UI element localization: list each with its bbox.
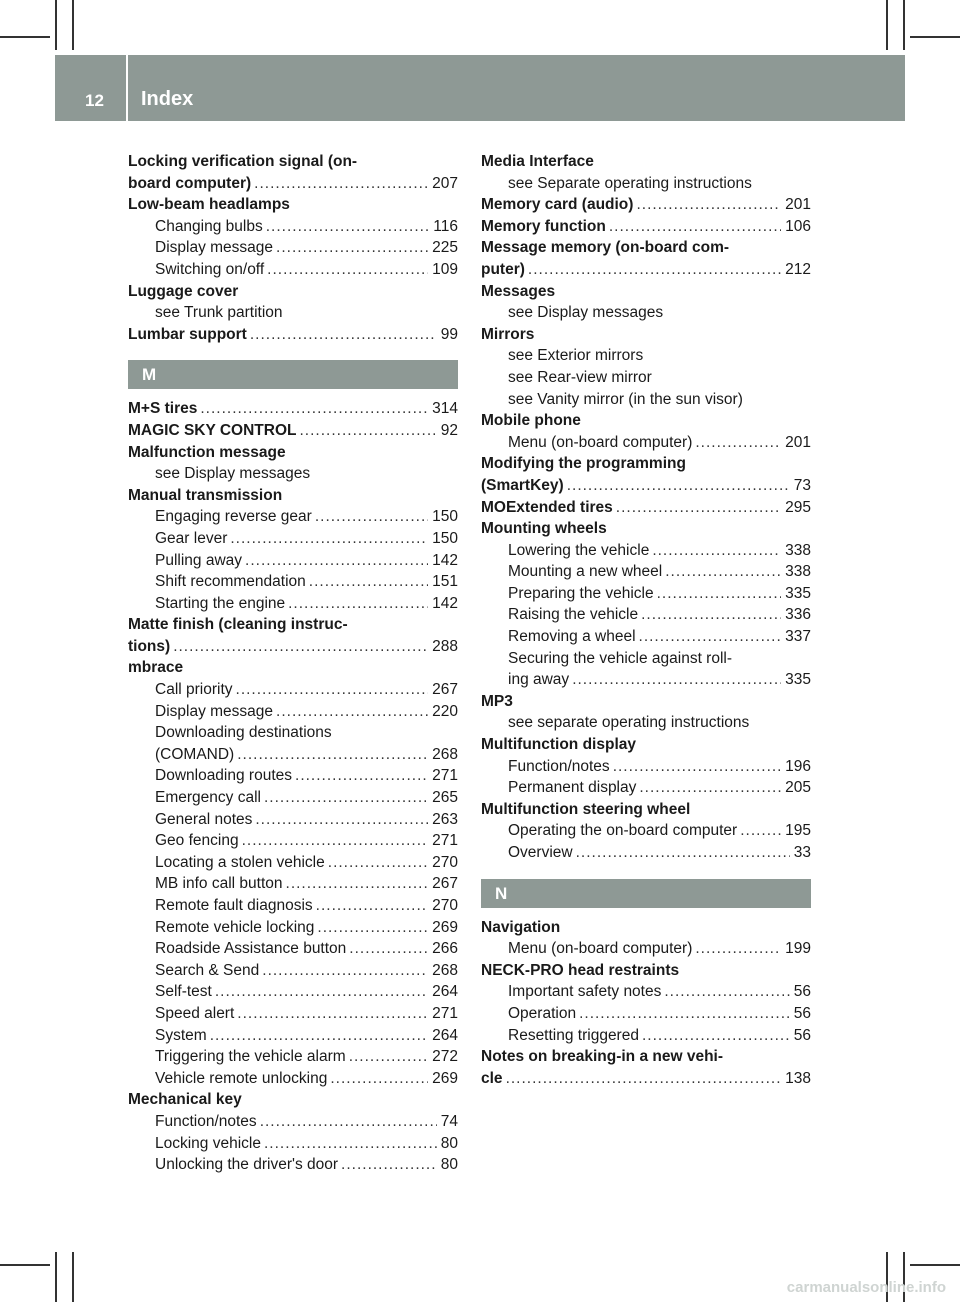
page-ref: 201 [785, 196, 811, 214]
leader-dots [664, 981, 789, 1003]
page-ref: 150 [432, 529, 458, 547]
leader-dots [613, 756, 781, 778]
entry-label: System [155, 1026, 207, 1044]
leader-dots [315, 506, 428, 528]
page-ref: 207 [432, 174, 458, 192]
leader-dots [609, 216, 781, 238]
page-ref: 150 [432, 508, 458, 526]
index-entry: Multifunction steering wheel [481, 800, 691, 818]
leader-dots [276, 237, 428, 259]
entry-label: Pulling away [155, 551, 243, 569]
index-column-right [481, 151, 811, 1089]
index-subentry [481, 561, 811, 583]
index-subentry [481, 820, 811, 842]
entry-label: tions) [128, 637, 171, 655]
page-ref: 199 [785, 940, 811, 958]
page-ref: 80 [440, 1134, 458, 1152]
entry-label: Display message [155, 702, 274, 720]
index-subentry [481, 756, 811, 778]
index-entry: Mechanical key [128, 1091, 242, 1109]
entry-label: M+S tires [128, 400, 198, 418]
crop-mark [0, 1264, 50, 1266]
entry-label: Emergency call [155, 789, 261, 807]
index-subentry [128, 679, 458, 701]
entry-label: Downloading routes [155, 767, 293, 785]
page-ref: 338 [785, 541, 811, 559]
entry-label: Function/notes [155, 1112, 257, 1130]
index-subentry: Downloading destinations [155, 724, 332, 742]
leader-dots [341, 1154, 437, 1176]
entry-label: Triggering the vehicle alarm [155, 1048, 346, 1066]
index-subentry [481, 583, 811, 605]
index-entry: Message memory (on-board com- [481, 239, 730, 257]
page-ref: 336 [785, 606, 811, 624]
index-subentry [128, 852, 458, 874]
page-ref: 33 [793, 844, 811, 861]
index-entry: Media Interface [481, 153, 594, 170]
entry-label: Call priority [155, 681, 233, 699]
leader-dots [642, 1025, 790, 1047]
index-entry [128, 420, 458, 442]
entry-label: Memory card (audio) [481, 196, 634, 214]
entry-label: Self-test [155, 983, 212, 1001]
index-subentry [128, 506, 458, 528]
entry-label: MOExtended tires [481, 498, 613, 516]
section-spacer [128, 345, 458, 398]
see-reference: see Vanity mirror (in the sun visor) [508, 390, 743, 408]
index-subentry [128, 1111, 458, 1133]
entry-label: Resetting triggered [508, 1026, 639, 1044]
index-subentry [128, 593, 458, 615]
leader-dots [641, 604, 781, 626]
index-entry: Mobile phone [481, 412, 581, 430]
leader-dots [695, 432, 781, 454]
entry-label: Search & Send [155, 961, 260, 979]
page-ref: 138 [785, 1069, 811, 1087]
see-reference: see Display messages [155, 465, 311, 483]
see-reference: see separate operating instructions [508, 714, 750, 732]
entry-label: Permanent display [508, 779, 637, 797]
page-ref: 268 [432, 745, 458, 763]
page-ref: 74 [440, 1112, 458, 1130]
leader-dots [639, 777, 781, 799]
entry-label: MAGIC SKY CONTROL [128, 421, 297, 439]
entry-label: Overview [508, 844, 573, 861]
leader-dots [210, 1025, 428, 1047]
index-subentry [128, 550, 458, 572]
index-entry: Malfunction message [128, 443, 286, 461]
index-entry: Modifying the programming [481, 455, 686, 473]
page-ref: 92 [440, 421, 458, 439]
page-ref: 335 [785, 584, 811, 602]
leader-dots [295, 765, 428, 787]
entry-label: MB info call button [155, 875, 283, 893]
entry-label: Vehicle remote unlocking [155, 1069, 328, 1087]
page-ref: 270 [432, 853, 458, 871]
index-subentry [128, 1046, 458, 1068]
page-ref: 151 [432, 573, 458, 591]
index-entry [128, 324, 458, 346]
entry-label: Menu (on-board computer) [508, 940, 693, 958]
leader-dots [267, 259, 428, 281]
leader-dots [286, 873, 429, 895]
index-entry: Mirrors [481, 325, 535, 343]
leader-dots [309, 571, 428, 593]
index-entry: Notes on breaking-in a new vehi- [481, 1048, 724, 1066]
leader-dots [639, 626, 782, 648]
entry-label: Engaging reverse gear [155, 508, 312, 526]
index-column-left [128, 151, 458, 1176]
entry-label: Switching on/off [155, 260, 265, 278]
leader-dots [230, 528, 428, 550]
watermark: carmanualsonline.info [786, 1279, 946, 1296]
page-ref: 80 [440, 1156, 458, 1174]
page-ref: 56 [793, 1004, 811, 1022]
index-subentry: Securing the vehicle against roll- [508, 649, 733, 667]
leader-dots [316, 895, 428, 917]
index-entry: MP3 [481, 692, 513, 710]
index-entry: NECK-PRO head restraints [481, 961, 680, 979]
leader-dots [200, 398, 428, 420]
leader-dots [528, 259, 781, 281]
page-header [55, 55, 905, 121]
leader-dots [264, 1133, 437, 1155]
page-ref: 116 [433, 217, 458, 235]
entry-label: General notes [155, 810, 253, 828]
leader-dots [215, 981, 428, 1003]
leader-dots [652, 540, 781, 562]
page-ref: 269 [432, 1069, 458, 1087]
page-ref: 73 [793, 476, 811, 494]
page-ref: 270 [432, 897, 458, 914]
page-ref: 271 [432, 767, 458, 785]
page-ref: 337 [785, 628, 811, 646]
see-reference: see Display messages [508, 304, 664, 322]
leader-dots [266, 216, 430, 238]
page-ref: 196 [785, 757, 811, 775]
leader-dots [506, 1068, 782, 1090]
page-ref: 335 [785, 671, 811, 689]
leader-dots [254, 173, 428, 195]
index-entry: Locking verification signal (on- [128, 153, 358, 170]
entry-label: (SmartKey) [481, 476, 564, 494]
see-reference: see Separate operating instructions [508, 174, 752, 192]
leader-dots [250, 324, 437, 346]
entry-label: Lowering the vehicle [508, 541, 650, 559]
entry-label: Unlocking the driver's door [155, 1156, 339, 1174]
index-entry: Luggage cover [128, 282, 239, 300]
index-entry [481, 475, 811, 497]
leader-dots [576, 842, 790, 864]
entry-label: Memory function [481, 217, 606, 235]
index-entry [481, 259, 811, 281]
index-subentry [128, 1003, 458, 1025]
entry-label: cle [481, 1069, 503, 1087]
index-entry [481, 1068, 811, 1090]
leader-dots [636, 194, 781, 216]
page-ref: 220 [432, 702, 458, 720]
page-ref: 295 [785, 498, 811, 516]
entry-label: Shift recommendation [155, 573, 306, 591]
leader-dots [255, 809, 428, 831]
leader-dots [245, 550, 428, 572]
index-subentry [128, 809, 458, 831]
index-subentry [481, 604, 811, 626]
page-ref: 271 [432, 832, 458, 850]
entry-label: Operating the on-board computer [508, 822, 738, 840]
index-subentry [481, 1025, 811, 1047]
leader-dots [579, 1003, 790, 1025]
crop-mark [0, 36, 50, 38]
leader-dots [173, 636, 428, 658]
section-header: N [481, 879, 811, 908]
leader-dots [349, 938, 428, 960]
entry-label: puter) [481, 260, 525, 278]
page-ref: 288 [432, 637, 458, 655]
index-subentry [481, 777, 811, 799]
page-ref: 142 [432, 551, 458, 569]
index-entry: mbrace [128, 659, 184, 677]
see-reference: see Rear-view mirror [508, 368, 652, 386]
crop-mark [55, 0, 57, 50]
index-subentry [481, 938, 811, 960]
index-subentry [481, 432, 811, 454]
index-subentry [128, 571, 458, 593]
leader-dots [260, 1111, 437, 1133]
section-spacer [481, 864, 811, 917]
leader-dots [665, 561, 781, 583]
leader-dots [276, 701, 428, 723]
index-subentry [481, 540, 811, 562]
page-title: Index [141, 88, 194, 110]
page-ref: 205 [785, 779, 811, 797]
crop-mark [72, 0, 74, 50]
entry-label: ing away [508, 671, 570, 689]
index-entry: Messages [481, 282, 556, 300]
leader-dots [242, 830, 429, 852]
index-subentry [128, 895, 458, 917]
leader-dots [330, 1068, 428, 1090]
index-entry [481, 194, 811, 216]
leader-dots [349, 1046, 428, 1068]
leader-dots [288, 593, 428, 615]
page-ref: 267 [432, 681, 458, 699]
entry-label: Gear lever [155, 529, 228, 547]
entry-label: Mounting a new wheel [508, 563, 663, 581]
index-entry: Manual transmission [128, 486, 283, 504]
index-subentry [481, 669, 811, 691]
index-entry [128, 173, 458, 195]
entry-label: Removing a wheel [508, 628, 636, 646]
leader-dots [300, 420, 437, 442]
page-ref: 99 [440, 325, 458, 343]
entry-label: Important safety notes [508, 983, 662, 1001]
page-ref: 268 [432, 961, 458, 979]
index-subentry [128, 873, 458, 895]
leader-dots [237, 744, 428, 766]
entry-label: Lumbar support [128, 325, 247, 343]
index-subentry [128, 701, 458, 723]
index-entry [481, 497, 811, 519]
index-subentry [128, 216, 458, 238]
index-subentry [128, 765, 458, 787]
leader-dots [264, 787, 428, 809]
entry-label: Function/notes [508, 757, 610, 775]
leader-dots [695, 938, 781, 960]
index-subentry [128, 917, 458, 939]
index-subentry [128, 528, 458, 550]
page-ref: 264 [432, 1026, 458, 1044]
index-entry [128, 398, 458, 420]
leader-dots [328, 852, 428, 874]
leader-dots [317, 917, 428, 939]
leader-dots [262, 960, 428, 982]
crop-mark [886, 0, 888, 50]
crop-mark [903, 0, 905, 50]
index-subentry [128, 1133, 458, 1155]
crop-mark [910, 36, 960, 38]
page-ref: 225 [432, 239, 458, 257]
leader-dots [567, 475, 790, 497]
page-ref: 272 [432, 1048, 458, 1066]
index-subentry [128, 981, 458, 1003]
index-subentry [128, 960, 458, 982]
index-subentry [481, 626, 811, 648]
index-subentry [128, 1068, 458, 1090]
page-ref: 267 [432, 875, 458, 893]
page-ref: 338 [785, 563, 811, 581]
index-subentry [128, 1025, 458, 1047]
page-ref: 142 [432, 594, 458, 612]
index-subentry [481, 842, 811, 864]
index-entry [128, 636, 458, 658]
page-ref: 269 [432, 918, 458, 936]
leader-dots [740, 820, 781, 842]
index-subentry [481, 981, 811, 1003]
page-ref: 56 [793, 1026, 811, 1044]
index-entry: Low-beam headlamps [128, 196, 290, 214]
entry-label: (COMAND) [155, 745, 235, 763]
page-ref: 263 [432, 810, 458, 828]
section-header: M [128, 360, 458, 389]
crop-mark [72, 1252, 74, 1302]
entry-label: Display message [155, 239, 274, 257]
page-ref: 201 [785, 433, 811, 451]
leader-dots [237, 1003, 428, 1025]
page-ref: 109 [432, 260, 458, 278]
entry-label: Raising the vehicle [508, 606, 639, 624]
entry-label: Speed alert [155, 1004, 235, 1022]
entry-label: Starting the engine [155, 594, 286, 612]
index-subentry [128, 830, 458, 852]
entry-label: Preparing the vehicle [508, 584, 654, 602]
index-entry [481, 216, 811, 238]
leader-dots [657, 583, 782, 605]
entry-label: Locking vehicle [155, 1134, 261, 1152]
crop-mark [910, 1264, 960, 1266]
page-ref: 314 [432, 400, 458, 418]
page-ref: 264 [432, 983, 458, 1001]
leader-dots [572, 669, 781, 691]
index-subentry [481, 1003, 811, 1025]
index-entry: Matte finish (cleaning instruc- [128, 616, 348, 634]
index-subentry [128, 938, 458, 960]
index-entry: Multifunction display [481, 736, 636, 754]
page-ref: 271 [432, 1004, 458, 1022]
leader-dots [236, 679, 429, 701]
page-ref: 56 [793, 983, 811, 1001]
index-entry: Navigation [481, 918, 561, 936]
entry-label: Changing bulbs [155, 217, 263, 235]
index-subentry [128, 744, 458, 766]
entry-label: board computer) [128, 174, 252, 192]
index-subentry [128, 1154, 458, 1176]
see-reference: see Exterior mirrors [508, 347, 644, 365]
entry-label: Menu (on-board computer) [508, 433, 693, 451]
page-number: 12 [85, 91, 104, 110]
index-subentry [128, 237, 458, 259]
page-ref: 266 [432, 940, 458, 958]
entry-label: Remote vehicle locking [155, 918, 315, 936]
page-ref: 106 [785, 217, 811, 235]
leader-dots [616, 497, 781, 519]
page-ref: 265 [432, 789, 458, 807]
crop-mark [55, 1252, 57, 1302]
header-divider [126, 55, 128, 121]
entry-label: Remote fault diagnosis [155, 897, 313, 914]
index-subentry [128, 787, 458, 809]
entry-label: Operation [508, 1004, 577, 1022]
see-reference: see Trunk partition [155, 304, 283, 322]
entry-label: Locating a stolen vehicle [155, 853, 325, 871]
entry-label: Roadside Assistance button [155, 940, 347, 958]
entry-label: Geo fencing [155, 832, 239, 850]
index-subentry [128, 259, 458, 281]
page-ref: 195 [785, 822, 811, 840]
page-ref: 212 [785, 260, 811, 278]
index-entry: Mounting wheels [481, 520, 607, 538]
